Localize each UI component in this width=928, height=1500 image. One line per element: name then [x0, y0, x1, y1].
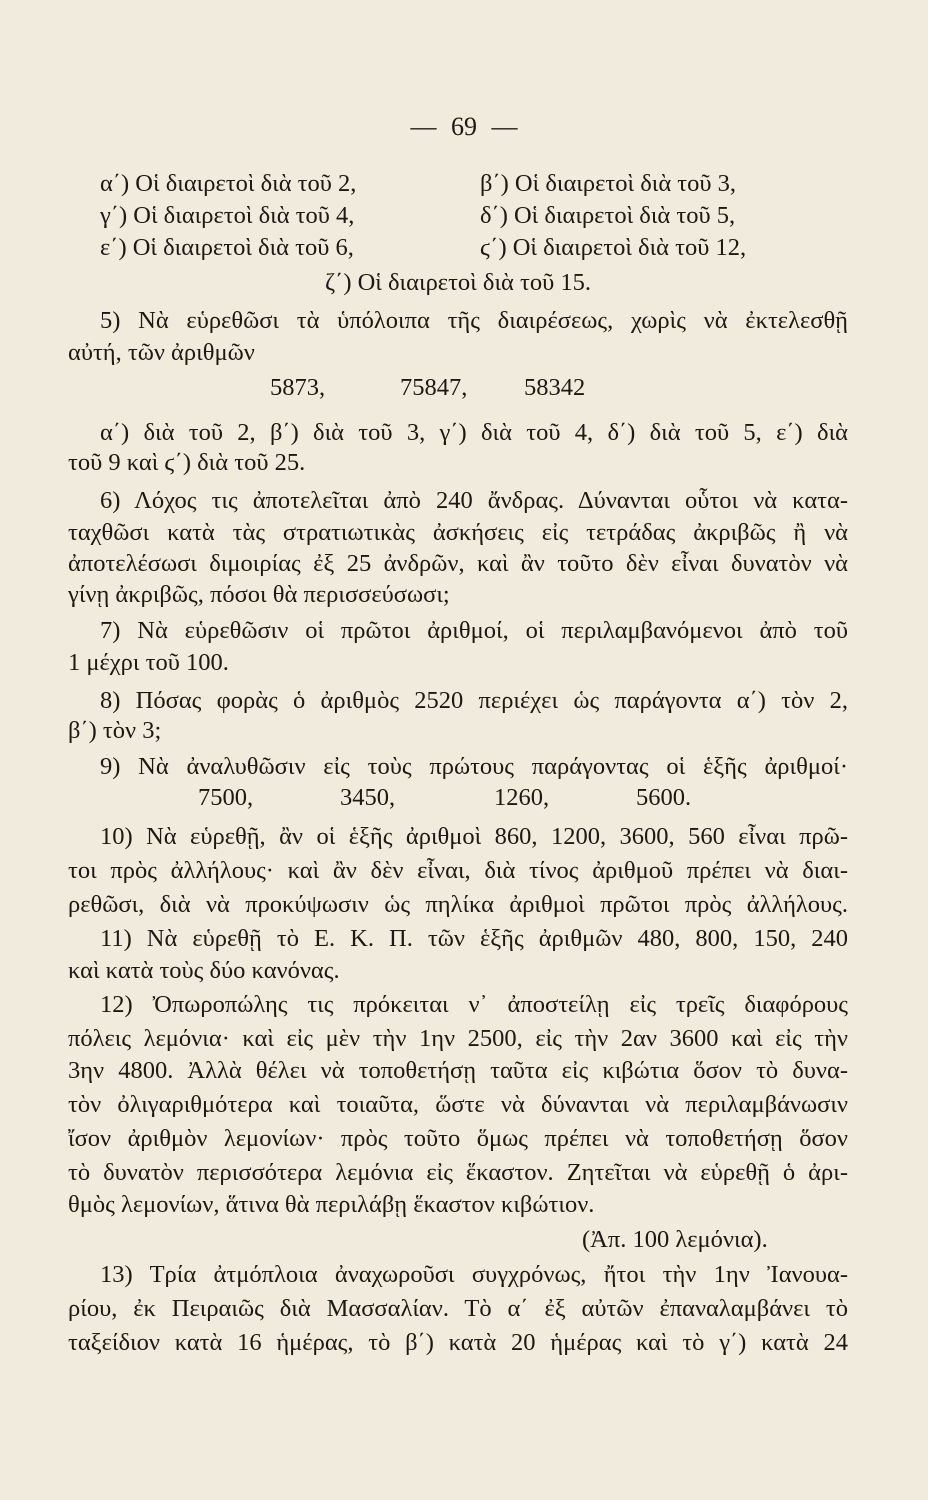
problem-11-line-1: 11) Νὰ εὑρεθῇ τὸ Ε. Κ. Π. τῶν ἑξῆς ἀριθμῶν 480, 800, 150, 240 [100, 925, 848, 952]
problem-6-line-2: ταχθῶσι κατὰ τὰς στρατιωτικὰς ἀσκήσεις εἰς τετράδας ἀκριβῶς ἢ νὰ [68, 519, 848, 546]
divisibility-row-1 [100, 170, 840, 198]
problem-12-answer: (Ἀπ. 100 λεμόνια). [582, 1226, 768, 1253]
problem-5-number-3: 58342 [524, 374, 586, 401]
problem-13-line-2: ρίου, ἐκ Πειραιῶς διὰ Μασσαλίαν. Τὸ α΄ ἐξ αὐτῶν ἐπαναλαμβάνει τὸ [68, 1295, 848, 1322]
problem-5-line-2: αὐτή, τῶν ἀριθμῶν [68, 339, 255, 366]
problem-10-line-1: 10) Νὰ εὑρεθῇ, ἂν οἱ ἑξῆς ἀριθμοὶ 860, 1200, 3600, 560 εἶναι πρῶ- [100, 823, 848, 850]
problem-9-number-3: 1260, [494, 784, 550, 811]
problem-8-line-2: β΄) τὸν 3; [68, 717, 162, 744]
dash-right: — [491, 112, 518, 141]
problem-5-number-1: 5873, [270, 374, 326, 401]
problem-12-line-2: πόλεις λεμόνια· καὶ εἰς μὲν τὴν 1ην 2500, εἰς τὴν 2αν 3600 καὶ εἰς τὴν [68, 1025, 848, 1052]
divisibility-item-g: ζ΄) Οἱ διαιρετοὶ διὰ τοῦ 15. [325, 269, 591, 296]
problem-7-line-2: 1 μέχρι τοῦ 100. [68, 649, 229, 676]
divisibility-item-e: ε΄) Οἱ διαιρετοὶ διὰ τοῦ 6, [100, 234, 354, 261]
problem-9-line-1: 9) Νὰ ἀναλυθῶσιν εἰς τοὺς πρώτους παράγοντας οἱ ἑξῆς ἀριθμοί· [100, 753, 848, 780]
problem-12-line-3: 3ην 4800. Ἀλλὰ θέλει νὰ τοποθετήσῃ ταῦτα εἰς κιβώτια ὅσον τὸ δυνα- [68, 1057, 848, 1084]
problem-13-line-1: 13) Τρία ἀτμόπλοια ἀναχωροῦσι συγχρόνως, ἤτοι τὴν 1ην Ἰανουα- [100, 1261, 848, 1288]
problem-12-line-4: τὸν ὀλιγαριθμότερα καὶ τοιαῦτα, ὥστε νὰ δύνανται νὰ περιλαμβάνωσιν [68, 1091, 848, 1118]
problem-12-line-7: θμὸς λεμονίων, ἅτινα θὰ περιλάβῃ ἕκαστον κιβώτιον. [68, 1191, 595, 1218]
divisibility-item-f: ϛ΄) Οἱ διαιρετοὶ διὰ τοῦ 12, [480, 234, 747, 261]
problem-5-line-1: 5) Νὰ εὑρεθῶσι τὰ ὑπόλοιπα τῆς διαιρέσεως, χωρὶς νὰ ἐκτελεσθῇ [100, 307, 848, 334]
problem-9-number-2: 3450, [340, 784, 396, 811]
dash-left: — [410, 112, 437, 141]
problem-12-line-1: 12) Ὀπωροπώλης τις πρόκειται ν᾽ ἀποστείλῃ εἰς τρεῖς διαφόρους [100, 991, 848, 1018]
problem-10-line-2: τοι πρὸς ἀλλήλους· καὶ ἂν δὲν εἶναι, διὰ τίνος ἀριθμοῦ πρέπει νὰ διαι- [68, 857, 848, 884]
problem-12-line-6: τὸ δυνατὸν περισσότερα λεμόνια εἰς ἕκαστον. Ζητεῖται νὰ εὑρεθῇ ὁ ἀρι- [68, 1159, 848, 1186]
problem-6-line-4: γίνῃ ἀκριβῶς, πόσοι θὰ περισσεύσωσι; [68, 581, 450, 608]
problem-7-line-1: 7) Νὰ εὑρεθῶσιν οἱ πρῶτοι ἀριθμοί, οἱ περιλαμβανόμενοι ἀπὸ τοῦ [100, 617, 848, 644]
page-number-header [0, 112, 928, 142]
divisibility-item-b: β΄) Οἱ διαιρετοὶ διὰ τοῦ 3, [480, 170, 737, 197]
problem-5-number-2: 75847, [400, 374, 468, 401]
problem-5-line-4: τοῦ 9 καὶ ϛ΄) διὰ τοῦ 25. [68, 449, 306, 476]
problem-8-line-1: 8) Πόσας φορὰς ὁ ἀριθμὸς 2520 περιέχει ὡς παράγοντα α΄) τὸν 2, [100, 687, 848, 714]
problem-9-number-4: 5600. [636, 784, 692, 811]
problem-12-line-5: ἴσον ἀριθμὸν λεμονίων· πρὸς τοῦτο ὅμως πρέπει νὰ τοποθετήσῃ ὅσον [68, 1125, 848, 1152]
problem-11-line-2: καὶ κατὰ τοὺς δύο κανόνας. [68, 957, 340, 984]
problem-10-line-3: ρεθῶσι, διὰ νὰ προκύψωσιν ὡς πηλίκα ἀριθμοὶ πρῶτοι πρὸς ἀλλήλους. [68, 891, 848, 918]
problem-9-number-1: 7500, [198, 784, 254, 811]
problem-6-line-3: ἀποτελέσωσι διμοιρίας ἐξ 25 ἀνδρῶν, καὶ ἂν τοῦτο δὲν εἶναι δυνατὸν νὰ [68, 550, 848, 577]
problem-6-line-1: 6) Λόχος τις ἀποτελεῖται ἀπὸ 240 ἄνδρας. Δύνανται οὗτοι νὰ κατα- [100, 487, 848, 514]
problem-13-line-3: ταξείδιον κατὰ 16 ἡμέρας, τὸ β΄) κατὰ 20 ἡμέρας καὶ τὸ γ΄) κατὰ 24 [68, 1329, 848, 1356]
divisibility-item-d: δ΄) Οἱ διαιρετοὶ διὰ τοῦ 5, [480, 202, 736, 229]
divisibility-item-c: γ΄) Οἱ διαιρετοὶ διὰ τοῦ 4, [100, 202, 355, 229]
divisibility-item-a: α΄) Οἱ διαιρετοὶ διὰ τοῦ 2, [100, 170, 357, 197]
problem-5-line-3: α΄) διὰ τοῦ 2, β΄) διὰ τοῦ 3, γ΄) διὰ τοῦ 4, δ΄) διὰ τοῦ 5, ε΄) διὰ [100, 419, 848, 446]
page-number: 69 [451, 112, 477, 141]
divisibility-row-2 [100, 202, 840, 230]
divisibility-row-3 [100, 234, 840, 262]
